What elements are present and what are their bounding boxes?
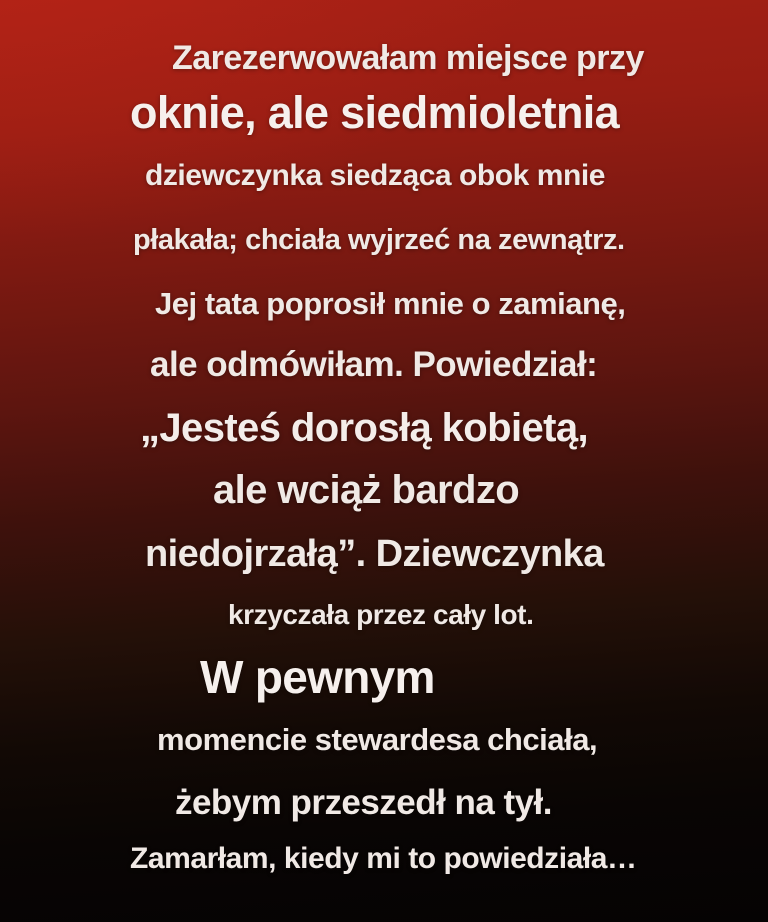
story-text-line: płakała; chciała wyjrzeć na zewnątrz. bbox=[133, 224, 625, 256]
story-text-line: „Jesteś dorosłą kobietą, bbox=[140, 406, 589, 450]
story-text-line: oknie, ale siedmioletnia bbox=[130, 87, 619, 138]
story-text-line: ale wciąż bardzo bbox=[213, 468, 520, 512]
story-text-line: Zarezerwowałam miejsce przy bbox=[172, 39, 644, 77]
story-text-line: W pewnym bbox=[200, 651, 435, 703]
story-text-line: krzyczała przez cały lot. bbox=[228, 599, 534, 630]
story-text-line: żebym przeszedł na tył. bbox=[175, 783, 552, 822]
story-text-line: dziewczynka siedząca obok mnie bbox=[145, 159, 606, 192]
story-text-line: Zamarłam, kiedy mi to powiedziała… bbox=[130, 842, 637, 875]
story-text-line: ale odmówiłam. Powiedział: bbox=[150, 345, 598, 384]
story-text-line: momencie stewardesa chciała, bbox=[157, 722, 598, 757]
story-text-line: Jej tata poprosił mnie o zamianę, bbox=[155, 286, 626, 321]
story-text-line: niedojrzałą”. Dziewczynka bbox=[145, 533, 604, 575]
